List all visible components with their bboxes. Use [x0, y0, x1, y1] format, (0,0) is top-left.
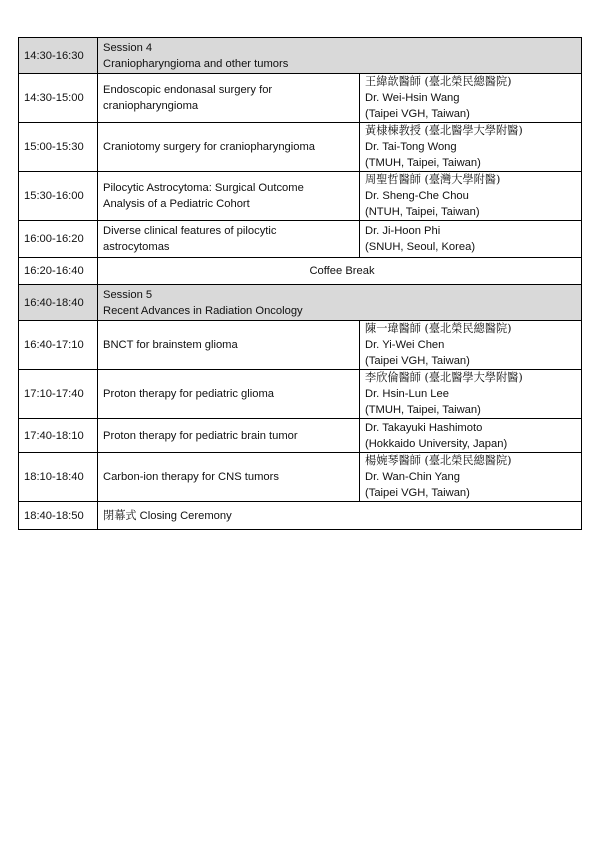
topic-line: Carbon-ion therapy for CNS tumors	[103, 471, 279, 483]
speaker-affiliation: (Taipei VGH, Taiwan)	[365, 355, 470, 367]
session-label: Session 5	[103, 288, 153, 301]
speaker-cell	[360, 172, 582, 221]
time-cell: 16:40-18:40	[19, 285, 98, 321]
closing-ceremony-label: 閉幕式 Closing Ceremony	[98, 502, 582, 530]
time-cell: 14:30-16:30	[19, 38, 98, 74]
time-cell: 15:00-15:30	[19, 123, 98, 172]
time-cell: 16:40-17:10	[19, 321, 98, 370]
topic-cell	[98, 123, 360, 172]
session-header-row	[19, 285, 582, 321]
session-title: Craniopharyngioma and other tumors	[103, 57, 289, 70]
speaker-affiliation: (Taipei VGH, Taiwan)	[365, 108, 470, 120]
session-label: Session 4	[103, 41, 153, 54]
speaker-name: Dr. Ji-Hoon Phi	[365, 225, 441, 237]
topic-line: Craniotomy surgery for craniopharyngioma	[103, 141, 316, 153]
speaker-cell	[360, 221, 582, 258]
time-cell: 14:30-15:00	[19, 74, 98, 123]
topic-cell	[98, 321, 360, 370]
speaker-name: Dr. Tai-Tong Wong	[365, 141, 457, 153]
speaker-chinese-name: 李欣倫醫師 (臺北醫學大學附醫)	[365, 371, 523, 384]
speaker-affiliation: (TMUH, Taipei, Taiwan)	[365, 404, 481, 416]
schedule-row	[19, 221, 582, 258]
session-header-row	[19, 38, 582, 74]
topic-line: astrocytomas	[103, 241, 170, 253]
time-cell: 15:30-16:00	[19, 172, 98, 221]
speaker-name: Dr. Yi-Wei Chen	[365, 339, 445, 351]
speaker-cell	[360, 419, 582, 453]
schedule-row	[19, 74, 582, 123]
topic-cell	[98, 74, 360, 123]
time-cell: 16:00-16:20	[19, 221, 98, 258]
speaker-chinese-name: 陳一瑋醫師 (臺北榮民總醫院)	[365, 322, 512, 335]
speaker-chinese-name: 周聖哲醫師 (臺灣大學附醫)	[365, 173, 501, 186]
speaker-affiliation: (Hokkaido University, Japan)	[365, 437, 508, 450]
topic-line: Proton therapy for pediatric glioma	[103, 388, 275, 400]
session-cell	[98, 285, 582, 321]
speaker-name: Dr. Wei-Hsin Wang	[365, 92, 460, 104]
speaker-cell	[360, 74, 582, 123]
schedule-row	[19, 419, 582, 453]
speaker-name: Dr. Wan-Chin Yang	[365, 471, 460, 483]
schedule-row	[19, 172, 582, 221]
topic-line: Pilocytic Astrocytoma: Surgical Outcome	[103, 182, 304, 194]
speaker-cell	[360, 453, 582, 502]
speaker-chinese-name: 楊婉琴醫師 (臺北榮民總醫院)	[365, 454, 512, 467]
coffee-break-label: Coffee Break	[98, 258, 582, 285]
topic-cell	[98, 453, 360, 502]
schedule-row	[19, 453, 582, 502]
session-title: Recent Advances in Radiation Oncology	[103, 304, 303, 317]
speaker-name: Dr. Hsin-Lun Lee	[365, 388, 449, 400]
speaker-cell	[360, 370, 582, 419]
speaker-chinese-name: 王緯歆醫師 (臺北榮民總醫院)	[365, 75, 512, 88]
time-cell: 17:10-17:40	[19, 370, 98, 419]
time-cell: 18:40-18:50	[19, 502, 98, 530]
speaker-affiliation: (TMUH, Taipei, Taiwan)	[365, 157, 481, 169]
speaker-cell	[360, 321, 582, 370]
session-cell	[98, 38, 582, 74]
topic-line: craniopharyngioma	[103, 100, 199, 112]
time-cell: 16:20-16:40	[19, 258, 98, 285]
schedule-row	[19, 123, 582, 172]
speaker-affiliation: (Taipei VGH, Taiwan)	[365, 487, 470, 499]
speaker-name: Dr. Sheng-Che Chou	[365, 190, 469, 202]
speaker-affiliation: (SNUH, Seoul, Korea)	[365, 241, 476, 253]
program-schedule-table	[18, 37, 582, 530]
time-cell: 17:40-18:10	[19, 419, 98, 453]
topic-line: BNCT for brainstem glioma	[103, 339, 238, 351]
schedule-row	[19, 370, 582, 419]
speaker-name: Dr. Takayuki Hashimoto	[365, 421, 483, 434]
schedule-row	[19, 321, 582, 370]
speaker-affiliation: (NTUH, Taipei, Taiwan)	[365, 206, 480, 218]
topic-cell	[98, 370, 360, 419]
topic-cell	[98, 419, 360, 453]
break-row	[19, 258, 582, 285]
topic-line: Endoscopic endonasal surgery for	[103, 84, 273, 96]
speaker-chinese-name: 黃棣棟教授 (臺北醫學大學附醫)	[365, 124, 523, 137]
speaker-cell	[360, 123, 582, 172]
topic-line: Proton therapy for pediatric brain tumor	[103, 429, 298, 442]
topic-cell	[98, 172, 360, 221]
time-cell: 18:10-18:40	[19, 453, 98, 502]
closing-row	[19, 502, 582, 530]
topic-line: Analysis of a Pediatric Cohort	[103, 198, 250, 210]
topic-cell	[98, 221, 360, 258]
topic-line: Diverse clinical features of pilocytic	[103, 225, 277, 237]
